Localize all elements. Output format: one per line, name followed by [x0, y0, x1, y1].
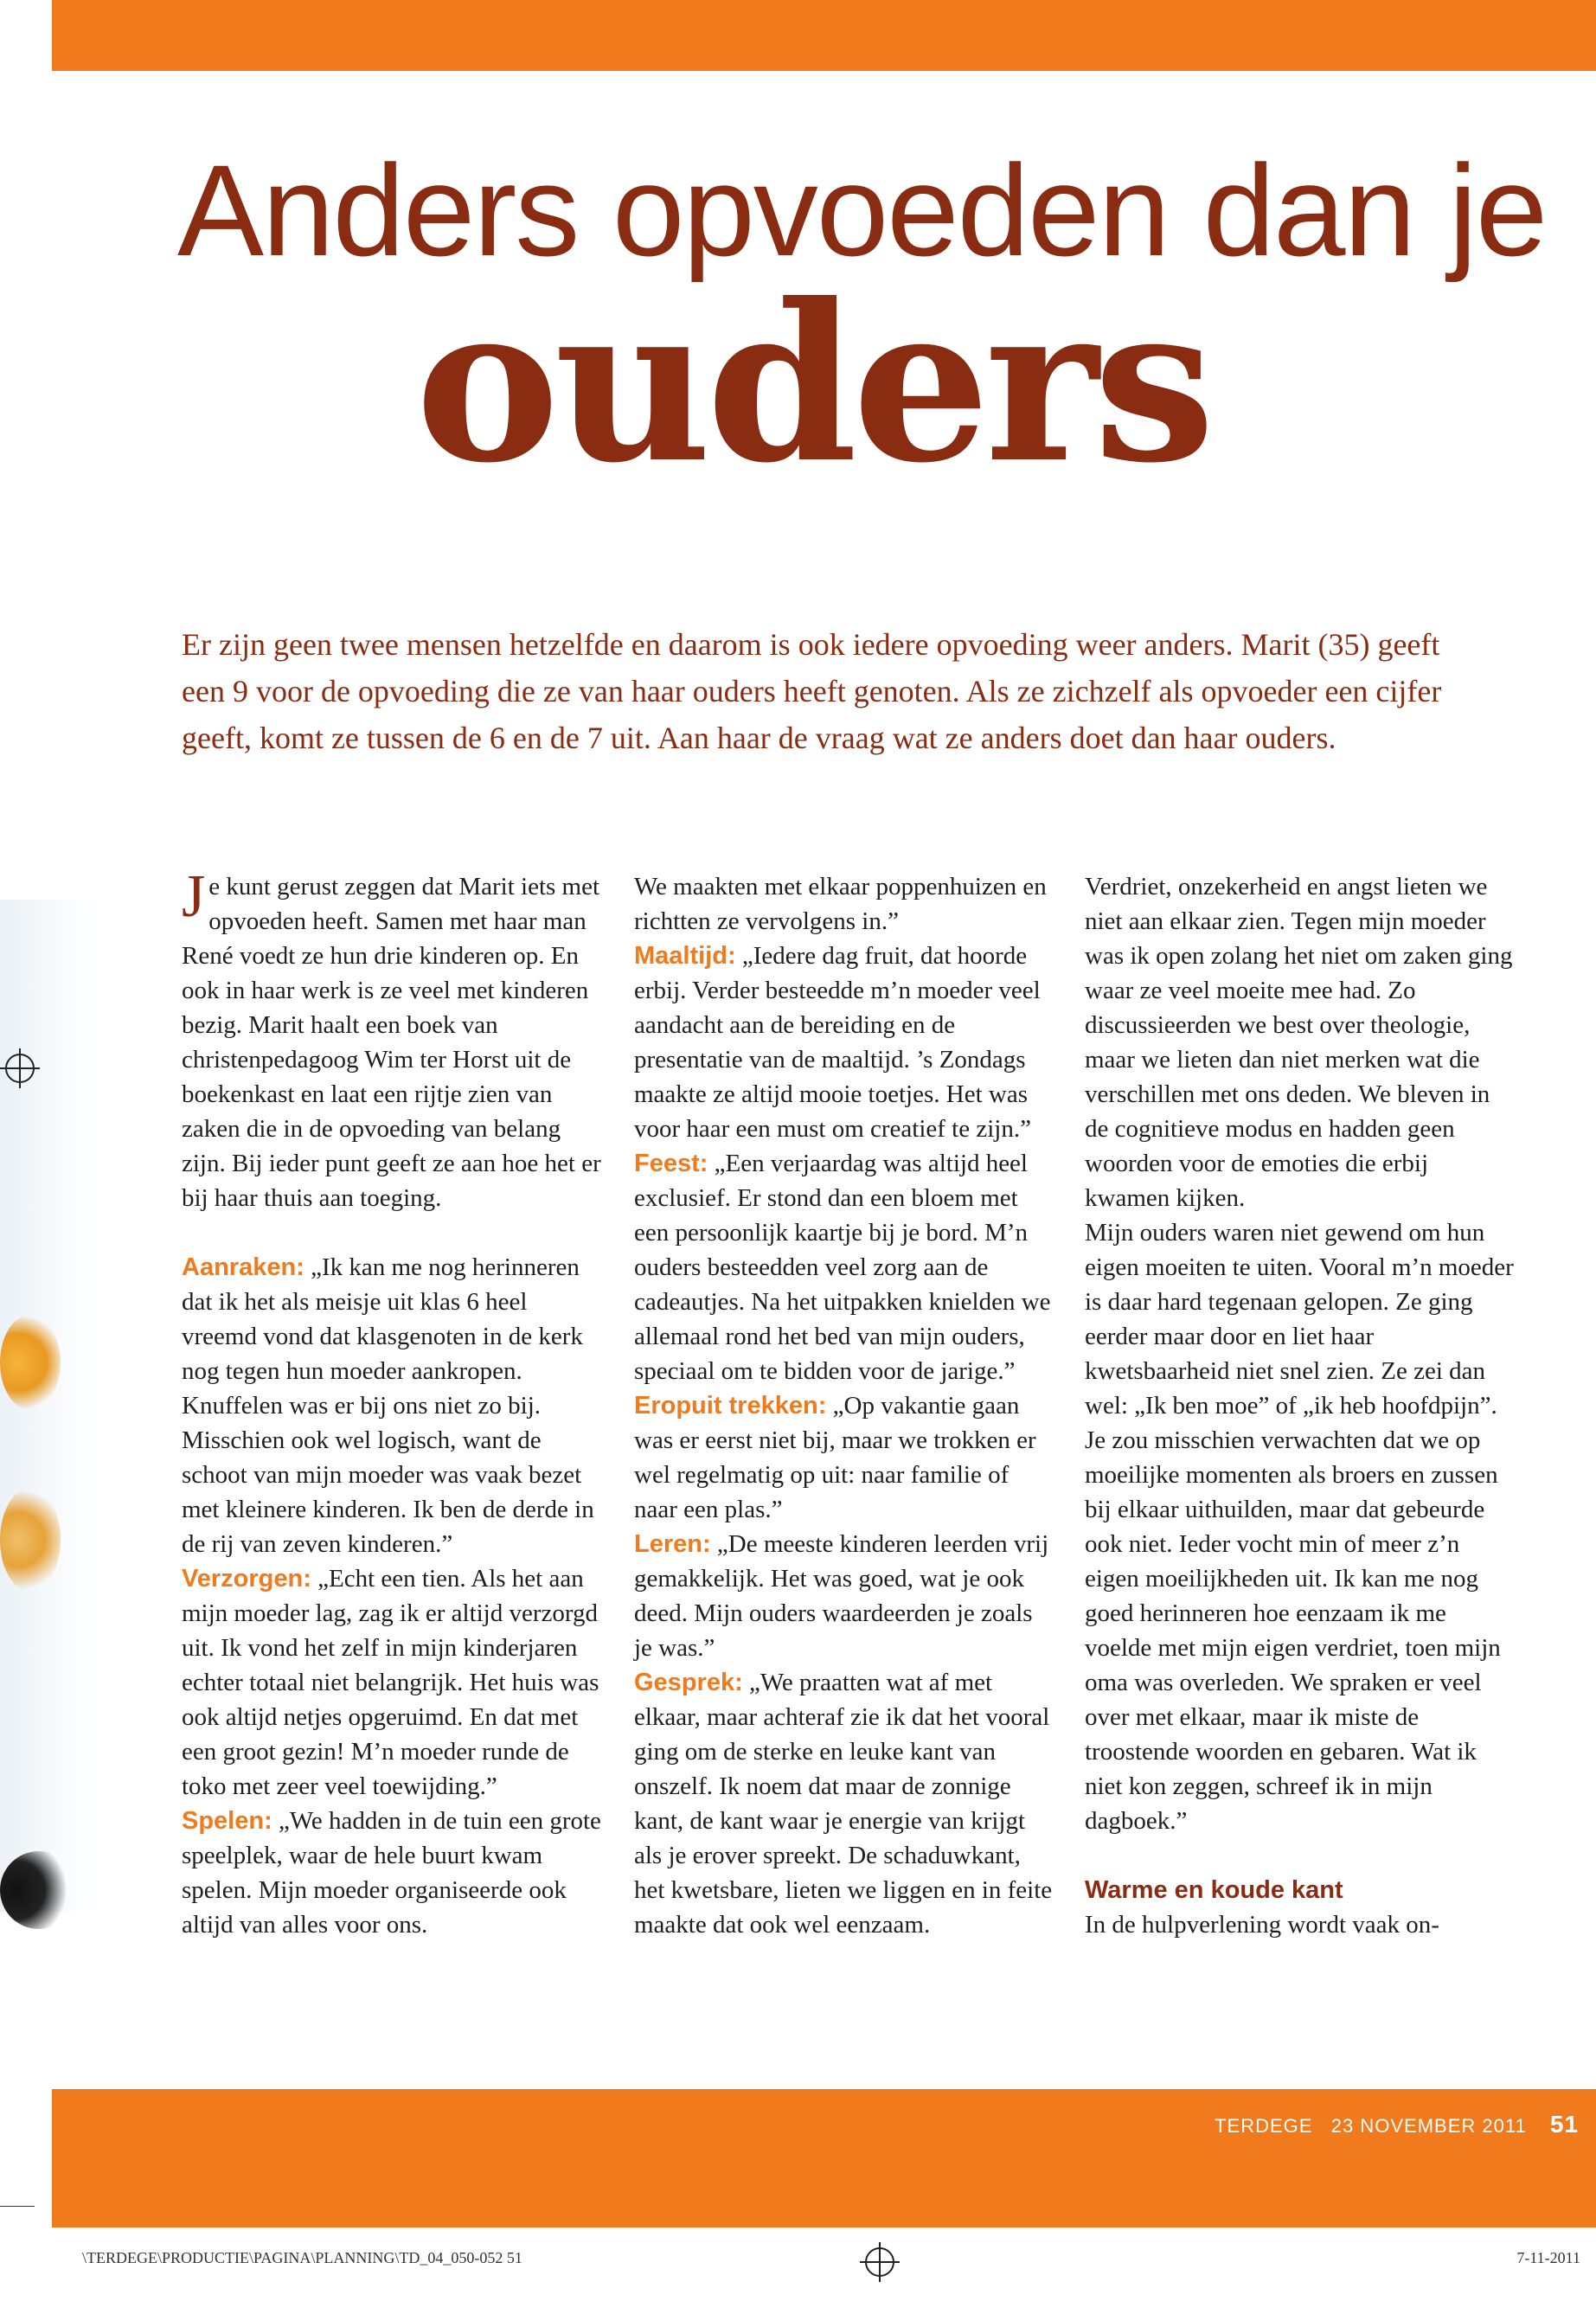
article-column-2: [634, 869, 1054, 1942]
keyword-label: Leren:: [634, 1530, 711, 1558]
issue-date: 23 NOVEMBER 2011: [1330, 2115, 1527, 2137]
opening-paragraph: [182, 863, 601, 1215]
section-text: „We hadden in de tuin een grote speelplek, waar de hele buurt kwam spelen. Mijn moeder organiseerde ook altijd van alles voor ons.: [182, 1807, 601, 1939]
top-color-band: [52, 0, 1596, 71]
section-text: „Een verjaardag was altijd heel exclusief. Er stond dan een bloem met een persoonlijk kaartje bij je bord. M’n ouders besteedden veel zorg aan de cadeautjes. Na het uitpakken knielden we allemaal rond het bed van mijn ouders, speciaal om te bidden voor de jarige.”: [634, 1150, 1051, 1385]
section-text: „De meeste kinderen leerden vrij gemakkelijk. Het was goed, wat je ook deed. Mijn ouders waardeerden je zoals je was.”: [634, 1530, 1049, 1662]
section-text: „Op vakantie gaan was er eerst niet bij, maar we trokken er wel regelmatig op uit: naar familie of naar een plas.”: [634, 1392, 1036, 1523]
registration-mark-icon: [5, 1054, 35, 1083]
opening-text: e kunt gerust zeggen dat Marit iets met opvoeden heeft. Samen met haar man René voedt ze hun drie kinderen op. En ook in haar werk is ze veel met kinderen bezig. Marit haalt een boek van christenpedagoog Wim ter Horst uit de boekenkast en laat een rijtje zien van zaken die in de opvoeding van belang zijn. Bij ieder punt geeft ze aan hoe het er bij haar thuis aan toeging.: [182, 873, 601, 1212]
background-photo-edge: [0, 900, 95, 1912]
photo-detail: [0, 1488, 61, 1592]
section-subheading: Warme en koude kant: [1085, 1876, 1343, 1904]
keyword-label: Feest:: [634, 1150, 708, 1177]
keyword-label: Spelen:: [182, 1807, 272, 1835]
intro-paragraph: Er zijn geen twee mensen hetzelfde en daarom is ook iedere opvoeding weer anders. Marit (35) geeft een 9 voor de opvoeding die ze van haar ouders heeft genoten. Als ze zichzelf als opvoeder een cijfer geeft, komt ze tussen de 6 en de 7 uit. Aan haar de vraag wat ze anders doet dan haar ouders.: [182, 627, 1442, 755]
article-column-1: [182, 863, 601, 1942]
keyword-label: Verzorgen:: [182, 1565, 311, 1593]
section-verzorgen: [182, 1561, 601, 1804]
section-gesprek: [634, 1665, 1054, 1942]
section-maaltijd: [634, 939, 1054, 1146]
section-aanraken: [182, 1250, 601, 1561]
body-paragraph: Verdriet, onzekerheid en angst lieten we niet aan elkaar zien. Tegen mijn moeder was ik open zolang het niet om zaken ging waar ze veel moeite mee had. Zo discussieerden we best over theologie, maar we lieten dan niet merken wat die verschillen met ons deden. We bleven in de cognitieve modus en hadden geen woorden voor de emoties die erbij kwamen kijken.: [1085, 873, 1513, 1212]
print-slug-path: \TERDEGE\PRODUCTIE\PAGINA\PLANNING\TD_04_050-052 51: [82, 2249, 522, 2266]
keyword-label: Gesprek:: [634, 1669, 743, 1696]
headline-line-1: Anders opvoeden dan je: [177, 138, 1547, 283]
bottom-color-band: [52, 2089, 1596, 2227]
section-text: „Ik kan me nog herinneren dat ik het als meisje uit klas 6 heel vreemd vond dat klasgenoten in de kerk nog tegen hun moeder aankropen. Knuffelen was er bij ons niet zo bij. Misschien ook wel logisch, want de schoot van mijn moeder was vaak bezet met kleinere kinderen. Ik ben de derde in de rij van zeven kinderen.”: [182, 1253, 594, 1558]
photo-detail: [0, 1851, 78, 1929]
section-eropuit: [634, 1388, 1054, 1527]
drop-cap: J: [182, 863, 206, 930]
magazine-name: TERDEGE: [1215, 2115, 1313, 2137]
page-number: 51: [1549, 2111, 1579, 2138]
crop-mark: [0, 2206, 35, 2207]
keyword-label: Eropuit trekken:: [634, 1392, 827, 1420]
article-column-3: [1085, 869, 1517, 1942]
body-paragraph: Je zou misschien verwachten dat we op moeilijke momenten als broers en zussen bij elkaar uithuilden, maar dat gebeurde ook niet. Ieder vocht min of meer z’n eigen moeilijkheden uit. Ik kan me nog goed herinneren hoe eenzaam ik me voelde met mijn eigen verdriet, toen mijn oma was overleden. We spraken er veel over met elkaar, maar ik miste de troostende woorden en gebaren. Wat ik niet kon zeggen, schreef ik in mijn dagboek.”: [1085, 1426, 1501, 1835]
section-feest: [634, 1146, 1054, 1388]
section-text: „We praatten wat af met elkaar, maar achteraf zie ik dat het vooral ging om de sterke en leuke kant van onszelf. Ik noem dat maar de zonnige kant, de kant waar je energie van krijgt als je erover spreekt. De schaduwkant, het kwetsbare, lieten we liggen en in feite maakte dat ook wel eenzaam.: [634, 1669, 1053, 1939]
headline-line-2: ouders: [415, 256, 1210, 510]
print-slug-date: 7-11-2011: [1516, 2249, 1580, 2266]
photo-detail: [0, 1315, 61, 1410]
body-paragraph: Mijn ouders waren niet gewend om hun eigen moeiten te uiten. Vooral m’n moeder is daar hard tegenaan gelopen. Ze ging eerder maar door en liet haar kwetsbaarheid niet snel zien. Ze zei dan wel: „Ik ben moe” of „ik heb hoofdpijn”.: [1085, 1219, 1514, 1420]
section-text: „Iedere dag fruit, dat hoorde erbij. Verder besteedde m’n moeder veel aandacht aan de bereiding en de presentatie van de maaltijd. ’s Zondags maakte ze altijd mooie toetjes. Het was voor haar een must om creatief te zijn.”: [634, 942, 1041, 1143]
registration-mark-icon: [865, 2247, 894, 2277]
keyword-label: Aanraken:: [182, 1253, 304, 1281]
section-spelen: [182, 1804, 601, 1942]
section-leren: [634, 1527, 1054, 1665]
body-paragraph: In de hulpverlening wordt vaak on-: [1085, 1911, 1439, 1939]
continued-paragraph: We maakten met elkaar poppenhuizen en richtten ze vervolgens in.”: [634, 873, 1047, 935]
keyword-label: Maaltijd:: [634, 942, 736, 970]
section-text: „Echt een tien. Als het aan mijn moeder lag, zag ik er altijd verzorgd uit. Ik vond het zelf in mijn kinderjaren echter totaal niet belangrijk. Het huis was ook altijd netjes opgeruimd. En dat met een groot gezin! M’n moeder runde de toko met zeer veel toewijding.”: [182, 1565, 599, 1800]
page-footer: [1215, 2111, 1579, 2138]
